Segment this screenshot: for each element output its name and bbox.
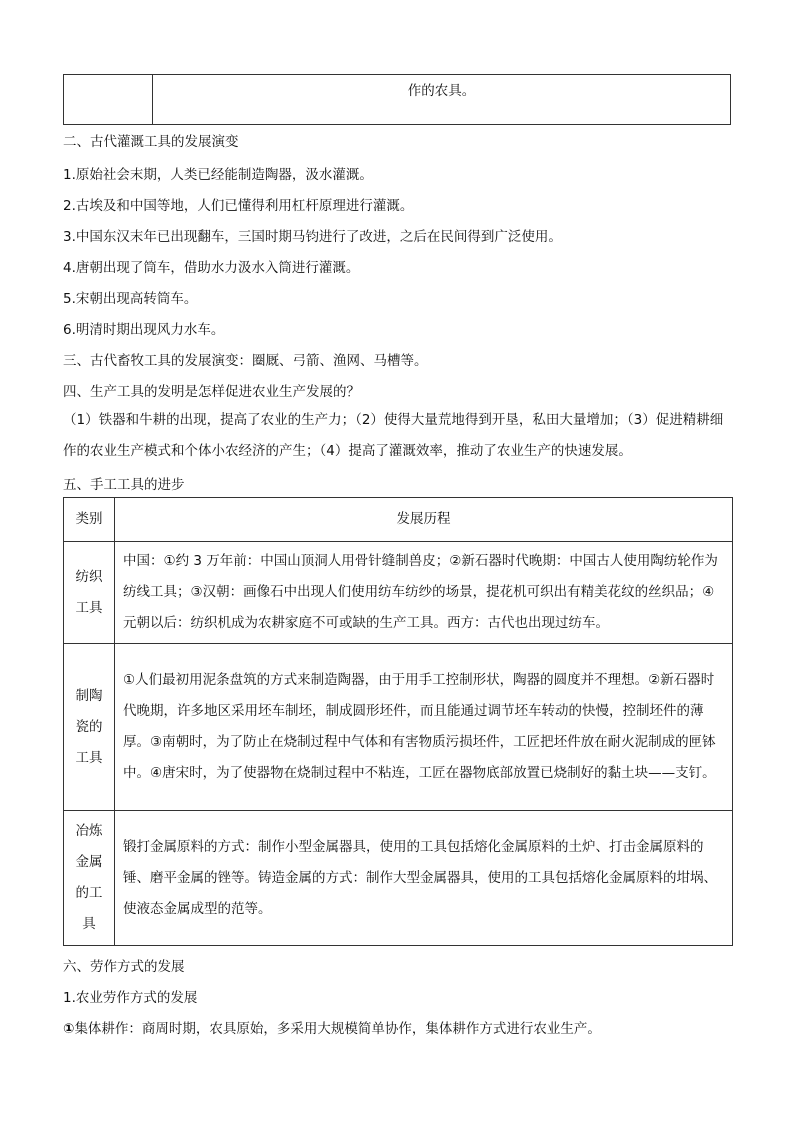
section-2-item-6: 6.明清时期出现风力水车。 [63,322,225,338]
row-content-textile: 中国：①约 3 万年前：中国山顶洞人用骨针缝制兽皮；②新石器时代晚期：中国古人使用陶纺轮作为纺线工具；③汉朝：画像石中出现人们使用纺车纺纱的场景，提花机可织出有精美花纹的丝织品；④元朝以后：纺织机成为农耕家庭不可或缺的生产工具。西方：古代也出现过纺车。 [115,542,733,644]
table-row [64,644,733,811]
row-content-ceramic: ①人们最初用泥条盘筑的方式来制造陶器，由于用手工控制形状，陶器的圆度并不理想。②新石器时代晚期，许多地区采用坯车制坯，制成圆形坯件，而且能通过调节坯车转动的快慢，控制坯件的薄厚。③南朝时，为了防止在烧制过程中气体和有害物质污损坯件，工匠把坯件放在耐火泥制成的匣钵中。④唐宋时，为了使器物在烧制过程中不粘连，工匠在器物底部放置已烧制好的黏土块——支钉。 [115,644,733,811]
section-2-item-2: 2.古埃及和中国等地，人们已懂得利用杠杆原理进行灌溉。 [63,198,414,214]
section-2-item-4: 4.唐朝出现了筒车，借助水力汲水入筒进行灌溉。 [63,260,360,276]
section-2-item-1: 1.原始社会末期，人类已经能制造陶器，汲水灌溉。 [63,167,373,183]
continued-table [63,74,731,125]
handicraft-tools-table [63,497,733,946]
row-category-ceramic: 制陶瓷的工具 [64,644,115,811]
section-6-item-1 [63,1017,601,1037]
item-text: 集体耕作：商周时期，农具原始，多采用大规模简单协作，集体耕作方式进行农业生产。 [74,1021,601,1037]
header-category: 类别 [64,498,115,542]
table-row [64,811,733,946]
item-marker: ① [63,1021,75,1037]
section-4-body: （1）铁器和牛耕的出现，提高了农业的生产力；（2）使得大量荒地得到开垦，私田大量增加；（3）促进精耕细作的农业生产模式和个体小农经济的产生；（4）提高了灌溉效率，推动了农业生产的快速发展。 [63,412,724,459]
row-content-metal: 锻打金属原料的方式：制作小型金属器具，使用的工具包括熔化金属原料的土炉、打击金属原料的锤、磨平金属的锉等。铸造金属的方式：制作大型金属器具，使用的工具包括熔化金属原料的坩埚、使液态金属成型的范等。 [115,811,733,946]
row-category-textile: 纺织工具 [64,542,115,644]
section-5-heading: 五、手工工具的进步 [63,477,185,493]
section-2-heading: 二、古代灌溉工具的发展演变 [63,134,239,150]
section-3-heading: 三、古代畜牧工具的发展演变：圈厩、弓箭、渔网、马槽等。 [63,353,428,369]
section-4-heading: 四、生产工具的发明是怎样促进农业生产发展的？ [63,384,360,400]
header-history: 发展历程 [115,498,733,542]
continued-table-category-cell [64,75,153,125]
section-6-heading: 六、劳作方式的发展 [63,959,185,975]
continued-table-content-cell: 作的农具。 [153,75,731,125]
section-6-subheading: 1.农业劳作方式的发展 [63,990,198,1006]
section-2-item-3: 3.中国东汉末年已出现翻车，三国时期马钧进行了改进，之后在民间得到广泛使用。 [63,229,562,245]
row-category-metal: 冶炼金属的工具 [64,811,115,946]
section-2-item-5: 5.宋朝出现高转筒车。 [63,291,198,307]
table-row [64,542,733,644]
table-header-row [64,498,733,542]
